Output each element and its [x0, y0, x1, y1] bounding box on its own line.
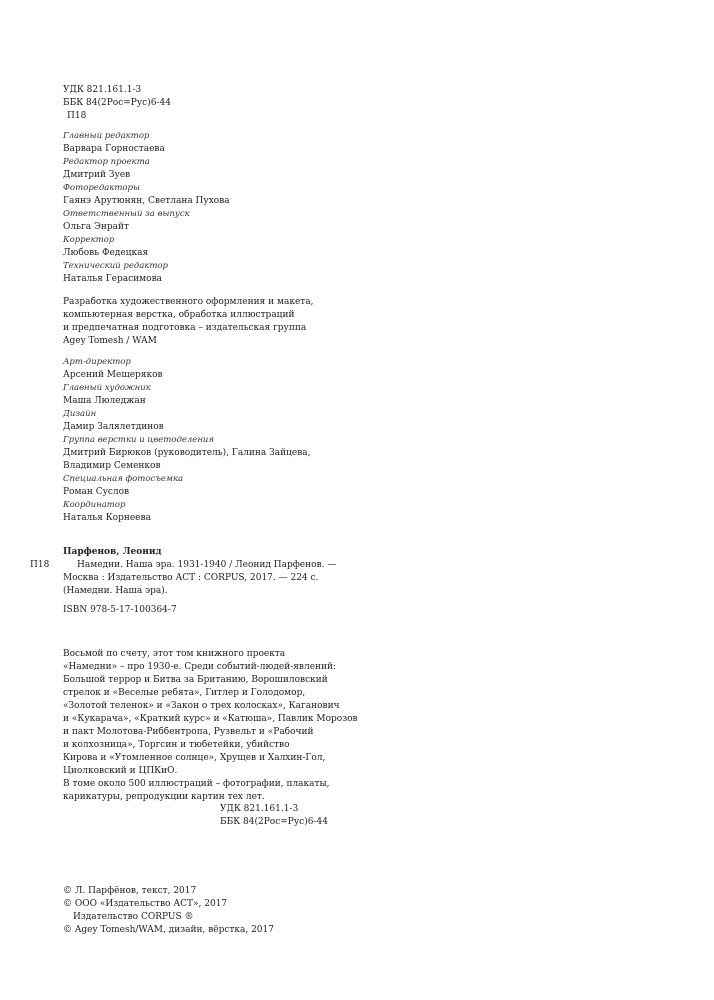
credit-line: и предпечатная подготовка – издательская группа: [63, 323, 307, 333]
annotation-line: стрелок и «Веселые ребята», Гитлер и Голодомор,: [63, 688, 306, 698]
copyright-line: Издательство CORPUS ®: [73, 912, 194, 922]
annotation-line: Циолковский и ЦПКиО.: [63, 766, 178, 776]
staff-entry: [63, 499, 311, 525]
staff-entry: [63, 156, 230, 182]
annotation-line: «Золотой теленок» и «Закон о трех колосках», Каганович: [63, 701, 340, 711]
staff-entry: [63, 130, 230, 156]
staff-block-2: [63, 356, 311, 525]
role-label: Корректор: [63, 235, 115, 245]
person-name: Наталья Корнеева: [63, 513, 151, 523]
role-label: Арт-директор: [63, 357, 131, 367]
description-line: Москва : Издательство АСТ : CORPUS, 2017. — 224 с.: [63, 573, 319, 583]
annotation-line: и «Кукарача», «Краткий курс» и «Катюша», Павлик Морозов: [63, 714, 358, 724]
bibliographic-description: [63, 559, 336, 598]
staff-block-1: [63, 130, 230, 286]
author-mark: П18: [67, 111, 87, 121]
classification-header: [63, 84, 171, 123]
annotation: [63, 648, 358, 804]
annotation-line: Восьмой по счету, этот том книжного проекта: [63, 649, 286, 659]
annotation-line: карикатуры, репродукции картин тех лет.: [63, 792, 265, 802]
person-name: Гаянэ Арутюнян, Светлана Пухова: [63, 196, 230, 206]
person-name: Маша Люледжан: [63, 396, 146, 406]
role-label: Фоторедакторы: [63, 183, 140, 193]
staff-entry: [63, 182, 230, 208]
description-line: (Намедни. Наша эра).: [63, 586, 168, 596]
person-name: Владимир Семенков: [63, 461, 161, 471]
role-label: Технический редактор: [63, 261, 168, 271]
isbn: ISBN 978-5-17-100364-7: [63, 605, 177, 615]
annotation-line: и пакт Молотова-Риббентропа, Рузвельт и «Рабочий: [63, 727, 314, 737]
staff-entry: [63, 473, 311, 499]
copyright-line: © Л. Парфёнов, текст, 2017: [63, 886, 197, 896]
person-name: Любовь Федецкая: [63, 248, 149, 258]
copyright-block: [63, 885, 274, 937]
person-name: Дмитрий Бирюков (руководитель), Галина Зайцева,: [63, 448, 311, 458]
classification-repeat: [220, 803, 328, 829]
role-label: Редактор проекта: [63, 157, 150, 167]
annotation-line: В томе около 500 иллюстраций – фотографии, плакаты,: [63, 779, 330, 789]
credit-line: компьютерная верстка, обработка иллюстраций: [63, 310, 295, 320]
staff-entry: [63, 434, 311, 473]
copyright-line: © Agey Tomesh/WAM, дизайн, вёрстка, 2017: [63, 925, 274, 935]
credit-line: Разработка художественного оформления и макета,: [63, 297, 314, 307]
bibliographic-author: Парфенов, Леонид: [63, 547, 162, 557]
role-label: Дизайн: [63, 409, 97, 419]
design-credit: [63, 296, 314, 348]
role-label: Координатор: [63, 500, 126, 510]
person-name: Варвара Горностаева: [63, 144, 165, 154]
person-name: Дамир Залялетдинов: [63, 422, 164, 432]
person-name: Роман Суслов: [63, 487, 130, 497]
annotation-line: «Намедни» – про 1930-е. Среди событий-людей-явлений:: [63, 662, 337, 672]
person-name: Арсений Мещеряков: [63, 370, 163, 380]
annotation-line: Большой террор и Битва за Британию, Ворошиловский: [63, 675, 328, 685]
staff-entry: [63, 408, 311, 434]
copyright-line: © ООО «Издательство АСТ», 2017: [63, 899, 228, 909]
staff-entry: [63, 234, 230, 260]
person-name: Дмитрий Зуев: [63, 170, 131, 180]
role-label: Специальная фотосъемка: [63, 474, 184, 484]
udk-code: УДК 821.161.1-3: [220, 804, 299, 814]
staff-entry: [63, 208, 230, 234]
bibliographic-mark: П18: [30, 560, 50, 570]
annotation-line: и колхозница», Торгсин и тюбетейки, убийство: [63, 740, 290, 750]
annotation-line: Кирова и «Утомленное солнце», Хрущев и Халхин-Гол,: [63, 753, 326, 763]
staff-entry: [63, 260, 230, 286]
role-label: Группа верстки и цветоделения: [63, 435, 215, 445]
staff-entry: [63, 382, 311, 408]
role-label: Главный художник: [63, 383, 151, 393]
person-name: Наталья Герасимова: [63, 274, 163, 284]
person-name: Ольга Энрайт: [63, 222, 129, 232]
role-label: Ответственный за выпуск: [63, 209, 190, 219]
description-line: Намедни. Наша эра. 1931-1940 / Леонид Парфенов. —: [77, 560, 337, 570]
udk-code: УДК 821.161.1-3: [63, 85, 142, 95]
staff-entry: [63, 356, 311, 382]
bbk-code: ББК 84(2Рос=Рус)6-44: [63, 98, 171, 108]
role-label: Главный редактор: [63, 131, 150, 141]
bbk-code: ББК 84(2Рос=Рус)6-44: [220, 817, 328, 827]
credit-line: Agey Tomesh / WAM: [63, 336, 157, 346]
